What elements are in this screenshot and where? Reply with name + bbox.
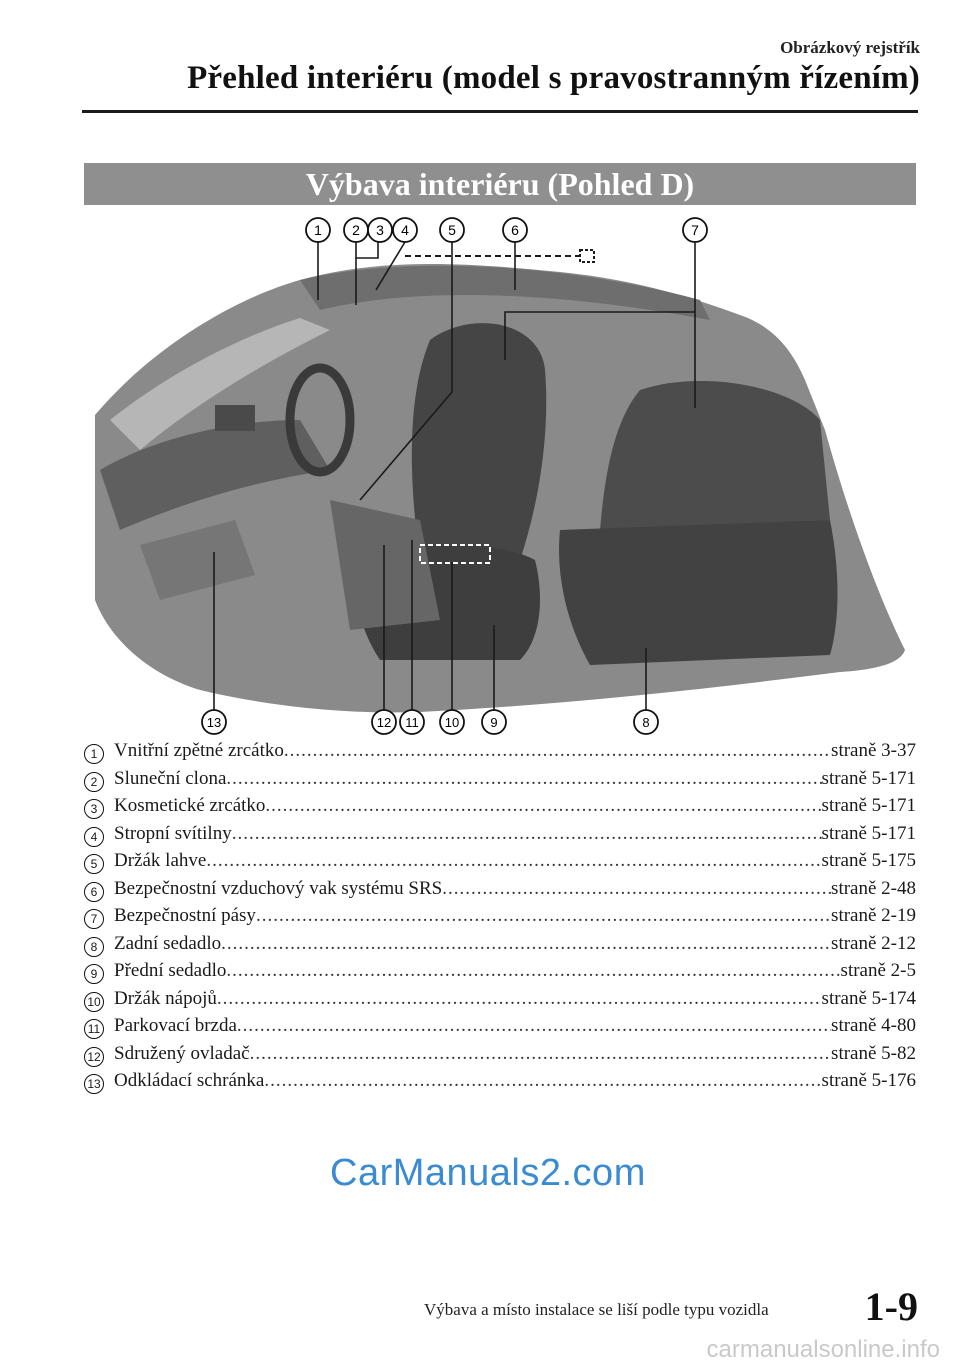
part-name: Držák nápojů bbox=[114, 987, 217, 1009]
part-name: Stropní svítilny bbox=[114, 822, 232, 844]
watermark: CarManuals2.com bbox=[330, 1152, 646, 1194]
part-number: 12 bbox=[84, 1047, 104, 1067]
front-seat-back bbox=[412, 323, 546, 560]
page-reference: straně 5-171 bbox=[821, 822, 916, 844]
callout-5: 5 bbox=[448, 222, 456, 238]
page-title: Přehled interiéru (model s pravostranným řízením) bbox=[187, 60, 920, 96]
rear-seat-back bbox=[600, 381, 830, 530]
page-reference: straně 2-19 bbox=[831, 905, 916, 926]
part-number: 10 bbox=[84, 992, 104, 1012]
dot-leader bbox=[217, 988, 822, 1010]
part-number: 3 bbox=[84, 799, 104, 819]
airbag-end-marker bbox=[580, 250, 594, 262]
part-name: Držák lahve bbox=[114, 850, 207, 871]
part-name: Kosmetické zrcátko bbox=[114, 795, 266, 816]
callout-9: 9 bbox=[490, 715, 498, 730]
list-item bbox=[84, 1043, 916, 1071]
list-item bbox=[84, 988, 916, 1016]
rear-seat-cushion bbox=[559, 520, 837, 665]
callout-7: 7 bbox=[691, 222, 699, 238]
page-reference: straně 3-37 bbox=[831, 740, 916, 761]
callout-6: 6 bbox=[511, 222, 519, 238]
list-item bbox=[84, 878, 916, 906]
bottom-callouts bbox=[202, 710, 658, 734]
dot-leader bbox=[250, 1043, 831, 1065]
page-reference: straně 5-174 bbox=[821, 987, 916, 1009]
section-banner: Výbava interiéru (Pohled D) bbox=[84, 163, 916, 205]
callout-2: 2 bbox=[352, 222, 360, 238]
page-reference: straně 5-171 bbox=[821, 795, 916, 816]
part-name: Sluneční clona bbox=[114, 767, 227, 789]
callout-3: 3 bbox=[376, 222, 384, 238]
callout-8: 8 bbox=[642, 715, 650, 730]
list-item bbox=[84, 933, 916, 961]
part-name: Zadní sedadlo bbox=[114, 932, 222, 954]
page-reference: straně 5-171 bbox=[821, 767, 916, 789]
part-number: 9 bbox=[84, 964, 104, 984]
dot-leader bbox=[237, 1015, 831, 1037]
part-number: 13 bbox=[84, 1074, 104, 1094]
page-reference: straně 2-12 bbox=[831, 932, 916, 954]
callout-1: 1 bbox=[314, 222, 322, 238]
section-label: Obrázkový rejstřík bbox=[780, 38, 920, 57]
list-item bbox=[84, 960, 916, 988]
list-item bbox=[84, 795, 916, 823]
page-reference: straně 5-175 bbox=[821, 850, 916, 871]
part-number: 4 bbox=[84, 827, 104, 847]
dot-leader bbox=[226, 768, 821, 790]
list-item bbox=[84, 768, 916, 796]
list-item bbox=[84, 850, 916, 878]
part-name: Parkovací brzda bbox=[114, 1015, 237, 1036]
page-reference: straně 5-176 bbox=[821, 1070, 916, 1091]
dot-leader bbox=[264, 1070, 821, 1092]
part-number: 2 bbox=[84, 772, 104, 792]
parts-list bbox=[84, 740, 916, 1098]
list-item bbox=[84, 905, 916, 933]
callout-4: 4 bbox=[401, 222, 409, 238]
callout-11: 11 bbox=[405, 715, 419, 730]
dot-leader bbox=[442, 878, 831, 900]
top-callouts bbox=[306, 218, 707, 242]
dot-leader bbox=[226, 960, 840, 982]
list-item bbox=[84, 823, 916, 851]
center-display bbox=[215, 405, 255, 431]
dot-leader bbox=[284, 740, 831, 762]
dot-leader bbox=[206, 850, 821, 872]
callout-10: 10 bbox=[444, 715, 460, 730]
part-name: Přední sedadlo bbox=[114, 960, 227, 981]
dot-leader bbox=[256, 905, 831, 927]
page-reference: straně 2-5 bbox=[840, 960, 916, 981]
page-reference: straně 5-82 bbox=[831, 1042, 916, 1064]
callout-13: 13 bbox=[206, 715, 222, 730]
part-number: 5 bbox=[84, 854, 104, 874]
list-item bbox=[84, 1070, 916, 1098]
part-name: Bezpečnostní pásy bbox=[114, 905, 256, 926]
dot-leader bbox=[221, 933, 831, 955]
part-number: 11 bbox=[84, 1019, 104, 1039]
part-number: 7 bbox=[84, 909, 104, 929]
list-item bbox=[84, 1015, 916, 1043]
part-number: 1 bbox=[84, 744, 104, 764]
list-item bbox=[84, 740, 916, 768]
part-name: Sdružený ovladač bbox=[114, 1042, 250, 1064]
page-reference: straně 2-48 bbox=[831, 877, 916, 899]
page-number: 1-9 bbox=[864, 1284, 918, 1329]
page-reference: straně 4-80 bbox=[831, 1015, 916, 1036]
part-number: 6 bbox=[84, 882, 104, 902]
dot-leader bbox=[232, 823, 822, 845]
part-number: 8 bbox=[84, 937, 104, 957]
dot-leader bbox=[265, 795, 821, 817]
callout-12: 12 bbox=[376, 715, 392, 730]
footer-note: Výbava a místo instalace se liší podle typu vozidla bbox=[424, 1300, 769, 1319]
part-name: Vnitřní zpětné zrcátko bbox=[114, 740, 284, 761]
part-name: Odkládací schránka bbox=[114, 1070, 265, 1091]
site-watermark: carmanualsonline.info bbox=[706, 1336, 940, 1363]
part-name: Bezpečnostní vzduchový vak systému SRS bbox=[114, 877, 443, 899]
